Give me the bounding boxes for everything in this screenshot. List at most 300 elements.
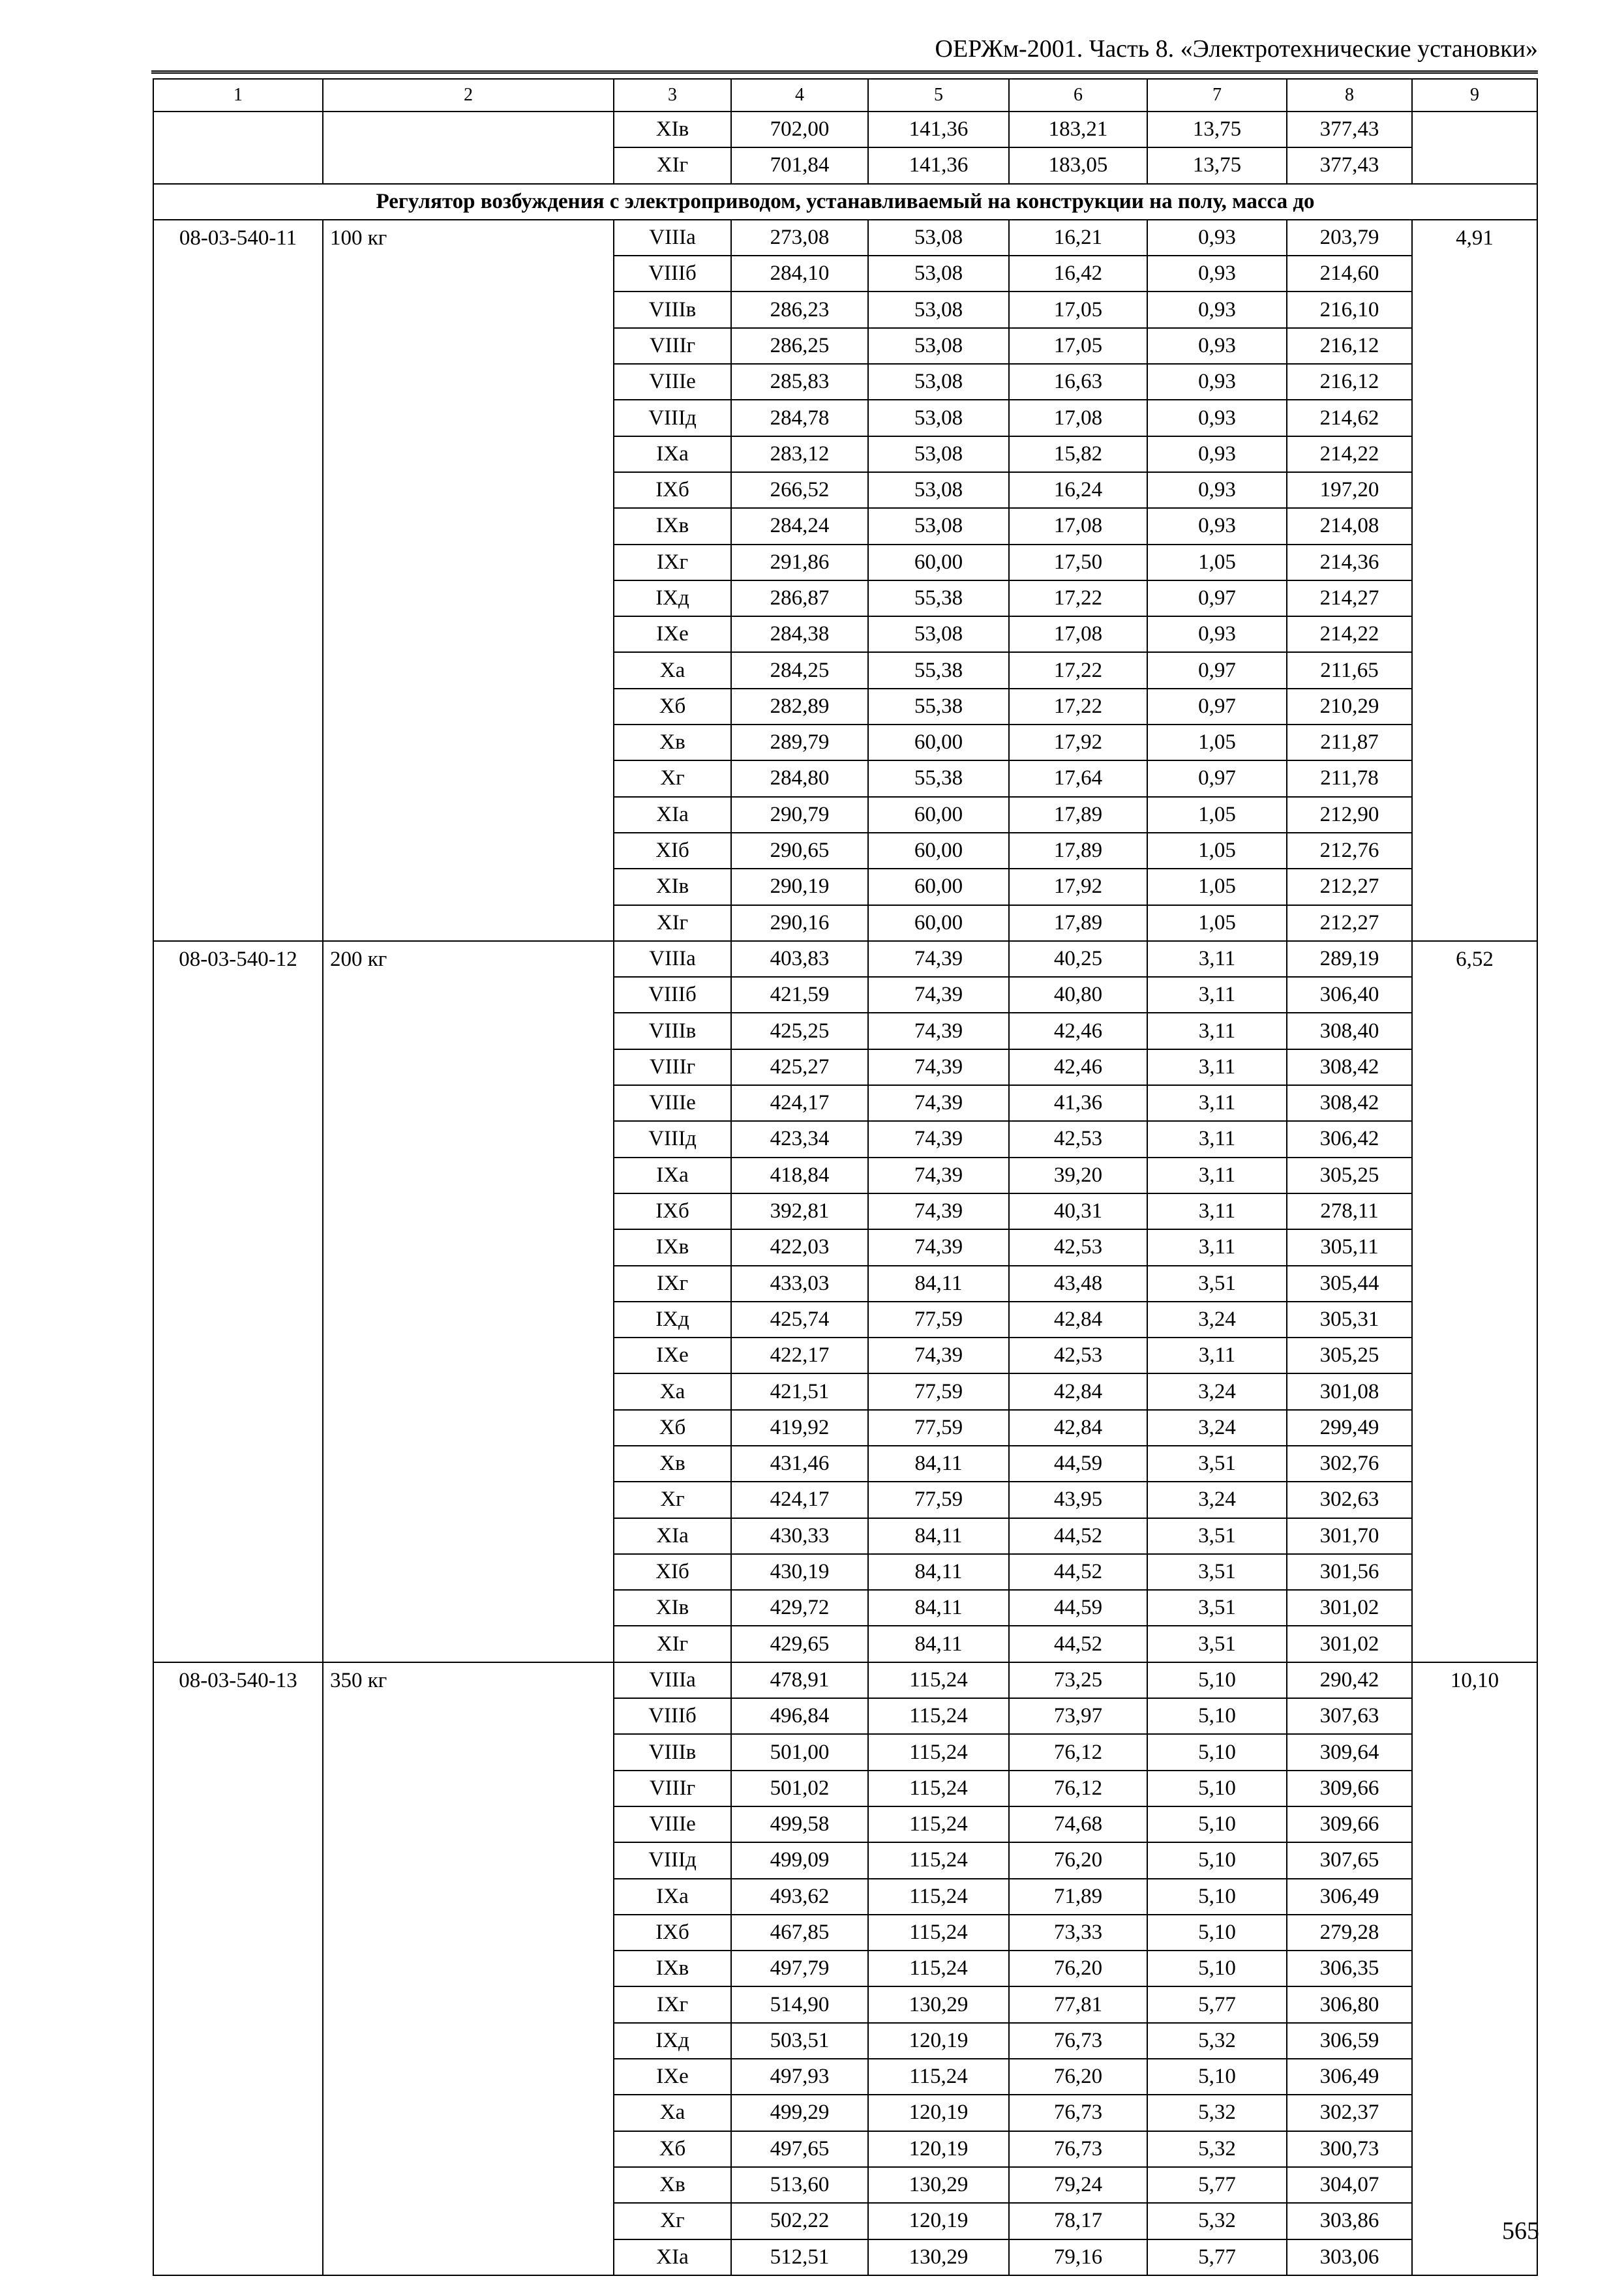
cell-value-col6: 43,95 bbox=[1009, 1482, 1147, 1518]
table-row bbox=[153, 112, 1537, 147]
cell-value-col6: 76,12 bbox=[1009, 1771, 1147, 1806]
cell-value-col6: 17,22 bbox=[1009, 580, 1147, 616]
cell-value-col5: 53,08 bbox=[868, 472, 1009, 508]
cell-value-col6: 41,36 bbox=[1009, 1085, 1147, 1121]
cell-value-col7: 5,77 bbox=[1147, 2167, 1287, 2203]
cell-value-col7: 0,93 bbox=[1147, 220, 1287, 256]
cell-value-col8: 301,08 bbox=[1287, 1373, 1412, 1409]
cell-value-col6: 40,80 bbox=[1009, 977, 1147, 1013]
cell-value-col5: 141,36 bbox=[868, 147, 1009, 183]
cell-value-col8: 214,22 bbox=[1287, 436, 1412, 472]
cell-value-col7: 0,97 bbox=[1147, 652, 1287, 688]
cell-value-col4: 403,83 bbox=[731, 941, 868, 977]
cell-index: 4,91 bbox=[1412, 220, 1537, 941]
cell-value-col6: 73,25 bbox=[1009, 1662, 1147, 1698]
cell-zone: Xг bbox=[614, 1482, 731, 1518]
cell-value-col4: 513,60 bbox=[731, 2167, 868, 2203]
cell-zone: IXе bbox=[614, 2059, 731, 2095]
cell-zone: Xг bbox=[614, 2203, 731, 2239]
cell-zone: IXа bbox=[614, 436, 731, 472]
running-header: ОЕРЖм-2001. Часть 8. «Электротехнические установки» bbox=[935, 35, 1538, 63]
cell-zone: IXе bbox=[614, 616, 731, 652]
cell-value-col8: 214,08 bbox=[1287, 508, 1412, 544]
cell-value-col8: 308,40 bbox=[1287, 1013, 1412, 1049]
cell-value-col4: 419,92 bbox=[731, 1410, 868, 1446]
cell-value-col7: 3,51 bbox=[1147, 1590, 1287, 1626]
cell-value-col4: 286,87 bbox=[731, 580, 868, 616]
cell-value-col6: 183,21 bbox=[1009, 112, 1147, 147]
cell-value-col7: 3,11 bbox=[1147, 1085, 1287, 1121]
cell-value-col6: 16,24 bbox=[1009, 472, 1147, 508]
cell-value-col8: 304,07 bbox=[1287, 2167, 1412, 2203]
cell-zone: VIIIг bbox=[614, 1049, 731, 1085]
cell-value-col6: 40,25 bbox=[1009, 941, 1147, 977]
column-number: 3 bbox=[614, 79, 731, 112]
cell-value-col5: 115,24 bbox=[868, 1951, 1009, 1986]
cell-value-col4: 291,86 bbox=[731, 545, 868, 580]
cell-value-col6: 76,20 bbox=[1009, 1951, 1147, 1986]
cell-value-col4: 478,91 bbox=[731, 1662, 868, 1698]
cell-zone: XIа bbox=[614, 1518, 731, 1554]
cell-value-col4: 284,38 bbox=[731, 616, 868, 652]
cell-value-col5: 55,38 bbox=[868, 580, 1009, 616]
cell-value-col4: 422,17 bbox=[731, 1338, 868, 1373]
cell-value-col5: 115,24 bbox=[868, 1662, 1009, 1698]
cell-value-col7: 5,32 bbox=[1147, 2203, 1287, 2239]
cell-value-col6: 71,89 bbox=[1009, 1879, 1147, 1915]
cell-value-col8: 212,27 bbox=[1287, 905, 1412, 941]
cell-value-col7: 5,10 bbox=[1147, 1662, 1287, 1698]
cell-value-col6: 79,24 bbox=[1009, 2167, 1147, 2203]
cell-value-col4: 290,65 bbox=[731, 833, 868, 869]
header-rule bbox=[151, 70, 1538, 74]
cell-value-col8: 216,12 bbox=[1287, 328, 1412, 364]
price-table bbox=[153, 78, 1538, 2276]
cell-zone: VIIIд bbox=[614, 1121, 731, 1157]
cell-value-col7: 3,51 bbox=[1147, 1554, 1287, 1590]
cell-value-col5: 84,11 bbox=[868, 1266, 1009, 1302]
cell-value-col5: 77,59 bbox=[868, 1373, 1009, 1409]
cell-value-col4: 423,34 bbox=[731, 1121, 868, 1157]
cell-value-col5: 120,19 bbox=[868, 2131, 1009, 2167]
cell-value-col4: 431,46 bbox=[731, 1446, 868, 1482]
cell-value-col4: 425,27 bbox=[731, 1049, 868, 1085]
cell-value-col8: 290,42 bbox=[1287, 1662, 1412, 1698]
cell-value-col8: 377,43 bbox=[1287, 112, 1412, 147]
cell-value-col7: 3,24 bbox=[1147, 1410, 1287, 1446]
cell-value-col6: 17,08 bbox=[1009, 616, 1147, 652]
cell-value-col6: 76,73 bbox=[1009, 2095, 1147, 2131]
cell-value-col7: 5,77 bbox=[1147, 2239, 1287, 2275]
cell-value-col8: 306,35 bbox=[1287, 1951, 1412, 1986]
cell-value-col8: 306,49 bbox=[1287, 2059, 1412, 2095]
cell-value-col8: 302,63 bbox=[1287, 1482, 1412, 1518]
cell-value-col5: 60,00 bbox=[868, 905, 1009, 941]
cell-value-col5: 53,08 bbox=[868, 616, 1009, 652]
column-number: 5 bbox=[868, 79, 1009, 112]
cell-zone: Xб bbox=[614, 689, 731, 725]
cell-value-col4: 284,10 bbox=[731, 256, 868, 292]
cell-zone: XIг bbox=[614, 905, 731, 941]
cell-value-col4: 496,84 bbox=[731, 1698, 868, 1734]
cell-value-col5: 84,11 bbox=[868, 1590, 1009, 1626]
cell-value-col7: 5,32 bbox=[1147, 2095, 1287, 2131]
cell-value-col7: 5,32 bbox=[1147, 2023, 1287, 2059]
cell-value-col7: 0,93 bbox=[1147, 472, 1287, 508]
cell-value-col8: 301,56 bbox=[1287, 1554, 1412, 1590]
cell-value-col7: 0,93 bbox=[1147, 616, 1287, 652]
cell-name: 200 кг bbox=[323, 941, 614, 1662]
cell-value-col5: 115,24 bbox=[868, 1842, 1009, 1878]
cell-value-col7: 0,97 bbox=[1147, 689, 1287, 725]
cell-value-col7: 1,05 bbox=[1147, 725, 1287, 760]
cell-value-col4: 273,08 bbox=[731, 220, 868, 256]
cell-value-col8: 377,43 bbox=[1287, 147, 1412, 183]
column-number: 2 bbox=[323, 79, 614, 112]
cell-index: 10,10 bbox=[1412, 1662, 1537, 2275]
cell-value-col8: 303,86 bbox=[1287, 2203, 1412, 2239]
column-number-row bbox=[153, 79, 1537, 112]
cell-value-col4: 467,85 bbox=[731, 1915, 868, 1951]
cell-zone: VIIIг bbox=[614, 1771, 731, 1806]
cell-value-col6: 42,84 bbox=[1009, 1410, 1147, 1446]
cell-value-col4: 392,81 bbox=[731, 1193, 868, 1229]
cell-value-col4: 501,02 bbox=[731, 1771, 868, 1806]
cell-value-col8: 212,90 bbox=[1287, 797, 1412, 833]
cell-value-col8: 216,12 bbox=[1287, 364, 1412, 400]
cell-value-col7: 3,24 bbox=[1147, 1302, 1287, 1338]
cell-value-col7: 0,93 bbox=[1147, 256, 1287, 292]
cell-value-col4: 290,79 bbox=[731, 797, 868, 833]
cell-value-col6: 42,46 bbox=[1009, 1013, 1147, 1049]
cell-zone: IXа bbox=[614, 1158, 731, 1193]
page-number: 565 bbox=[1502, 2217, 1539, 2245]
cell-zone: XIб bbox=[614, 833, 731, 869]
cell-value-col8: 305,25 bbox=[1287, 1158, 1412, 1193]
cell-zone: IXб bbox=[614, 472, 731, 508]
cell-value-col6: 17,08 bbox=[1009, 400, 1147, 436]
cell-value-col4: 429,65 bbox=[731, 1626, 868, 1662]
cell-value-col5: 77,59 bbox=[868, 1302, 1009, 1338]
cell-value-col5: 74,39 bbox=[868, 941, 1009, 977]
cell-value-col5: 74,39 bbox=[868, 1229, 1009, 1265]
cell-value-col7: 1,05 bbox=[1147, 797, 1287, 833]
cell-value-col7: 1,05 bbox=[1147, 545, 1287, 580]
cell-value-col8: 211,87 bbox=[1287, 725, 1412, 760]
cell-value-col5: 74,39 bbox=[868, 1121, 1009, 1157]
cell-value-col6: 17,89 bbox=[1009, 833, 1147, 869]
cell-value-col6: 17,50 bbox=[1009, 545, 1147, 580]
cell-value-col8: 306,49 bbox=[1287, 1879, 1412, 1915]
cell-value-col7: 0,93 bbox=[1147, 436, 1287, 472]
cell-zone: Xб bbox=[614, 1410, 731, 1446]
cell-zone: VIIIа bbox=[614, 1662, 731, 1698]
cell-value-col7: 5,10 bbox=[1147, 1879, 1287, 1915]
cell-value-col5: 74,39 bbox=[868, 977, 1009, 1013]
cell-value-col5: 74,39 bbox=[868, 1085, 1009, 1121]
cell-value-col7: 1,05 bbox=[1147, 833, 1287, 869]
cell-value-col8: 303,06 bbox=[1287, 2239, 1412, 2275]
cell-zone: XIа bbox=[614, 797, 731, 833]
cell-value-col4: 424,17 bbox=[731, 1482, 868, 1518]
cell-zone: VIIIб bbox=[614, 1698, 731, 1734]
cell-value-col7: 3,11 bbox=[1147, 1121, 1287, 1157]
cell-value-col8: 211,65 bbox=[1287, 652, 1412, 688]
cell-value-col4: 501,00 bbox=[731, 1734, 868, 1770]
cell-name bbox=[323, 112, 614, 184]
cell-value-col8: 214,60 bbox=[1287, 256, 1412, 292]
cell-value-col8: 279,28 bbox=[1287, 1915, 1412, 1951]
cell-value-col4: 421,59 bbox=[731, 977, 868, 1013]
cell-value-col8: 212,76 bbox=[1287, 833, 1412, 869]
cell-value-col7: 3,11 bbox=[1147, 977, 1287, 1013]
cell-value-col8: 211,78 bbox=[1287, 760, 1412, 796]
column-number: 7 bbox=[1147, 79, 1287, 112]
cell-value-col7: 5,10 bbox=[1147, 1698, 1287, 1734]
column-number: 6 bbox=[1009, 79, 1147, 112]
cell-zone: Xв bbox=[614, 725, 731, 760]
cell-zone: VIIIа bbox=[614, 941, 731, 977]
cell-value-col4: 418,84 bbox=[731, 1158, 868, 1193]
cell-value-col6: 17,08 bbox=[1009, 508, 1147, 544]
cell-value-col4: 430,19 bbox=[731, 1554, 868, 1590]
cell-value-col7: 5,32 bbox=[1147, 2131, 1287, 2167]
cell-value-col7: 3,11 bbox=[1147, 1013, 1287, 1049]
cell-value-col6: 39,20 bbox=[1009, 1158, 1147, 1193]
cell-zone: IXа bbox=[614, 1879, 731, 1915]
cell-value-col5: 53,08 bbox=[868, 364, 1009, 400]
cell-zone: Xа bbox=[614, 652, 731, 688]
cell-value-col8: 306,80 bbox=[1287, 1986, 1412, 2022]
cell-value-col6: 16,63 bbox=[1009, 364, 1147, 400]
cell-value-col6: 44,59 bbox=[1009, 1446, 1147, 1482]
cell-value-col7: 3,11 bbox=[1147, 1229, 1287, 1265]
cell-value-col8: 306,59 bbox=[1287, 2023, 1412, 2059]
cell-value-col4: 266,52 bbox=[731, 472, 868, 508]
cell-value-col4: 497,65 bbox=[731, 2131, 868, 2167]
cell-value-col7: 3,51 bbox=[1147, 1518, 1287, 1554]
cell-value-col5: 120,19 bbox=[868, 2203, 1009, 2239]
cell-value-col8: 307,65 bbox=[1287, 1842, 1412, 1878]
cell-value-col6: 76,73 bbox=[1009, 2023, 1147, 2059]
cell-value-col4: 497,93 bbox=[731, 2059, 868, 2095]
cell-value-col5: 55,38 bbox=[868, 689, 1009, 725]
cell-name: 350 кг bbox=[323, 1662, 614, 2275]
cell-zone: Xг bbox=[614, 760, 731, 796]
cell-value-col4: 425,25 bbox=[731, 1013, 868, 1049]
cell-value-col7: 3,11 bbox=[1147, 941, 1287, 977]
cell-value-col7: 5,10 bbox=[1147, 2059, 1287, 2095]
cell-value-col5: 74,39 bbox=[868, 1013, 1009, 1049]
cell-value-col8: 309,66 bbox=[1287, 1771, 1412, 1806]
cell-value-col6: 183,05 bbox=[1009, 147, 1147, 183]
cell-zone: VIIIб bbox=[614, 977, 731, 1013]
cell-value-col6: 17,89 bbox=[1009, 905, 1147, 941]
cell-value-col8: 214,36 bbox=[1287, 545, 1412, 580]
cell-zone: IXг bbox=[614, 545, 731, 580]
cell-value-col5: 115,24 bbox=[868, 2059, 1009, 2095]
cell-value-col8: 309,66 bbox=[1287, 1806, 1412, 1842]
cell-code: 08-03-540-11 bbox=[153, 220, 323, 941]
cell-value-col7: 0,97 bbox=[1147, 760, 1287, 796]
cell-value-col6: 17,92 bbox=[1009, 869, 1147, 905]
cell-value-col4: 493,62 bbox=[731, 1879, 868, 1915]
cell-code bbox=[153, 112, 323, 184]
cell-zone: VIIIе bbox=[614, 1085, 731, 1121]
cell-value-col7: 5,10 bbox=[1147, 1842, 1287, 1878]
cell-value-col4: 497,79 bbox=[731, 1951, 868, 1986]
cell-value-col6: 17,92 bbox=[1009, 725, 1147, 760]
cell-value-col5: 55,38 bbox=[868, 760, 1009, 796]
cell-zone: VIIIв bbox=[614, 292, 731, 327]
cell-zone: VIIIв bbox=[614, 1013, 731, 1049]
cell-zone: IXб bbox=[614, 1915, 731, 1951]
cell-value-col7: 5,10 bbox=[1147, 1915, 1287, 1951]
cell-zone: XIб bbox=[614, 1554, 731, 1590]
cell-zone: XIг bbox=[614, 1626, 731, 1662]
cell-value-col7: 3,11 bbox=[1147, 1338, 1287, 1373]
cell-value-col8: 306,42 bbox=[1287, 1121, 1412, 1157]
cell-value-col5: 53,08 bbox=[868, 508, 1009, 544]
cell-value-col4: 285,83 bbox=[731, 364, 868, 400]
cell-value-col4: 424,17 bbox=[731, 1085, 868, 1121]
cell-value-col7: 3,51 bbox=[1147, 1446, 1287, 1482]
cell-zone: IXд bbox=[614, 580, 731, 616]
cell-value-col7: 5,10 bbox=[1147, 1734, 1287, 1770]
cell-zone: IXд bbox=[614, 2023, 731, 2059]
table-row bbox=[153, 941, 1537, 977]
cell-value-col7: 5,10 bbox=[1147, 1951, 1287, 1986]
cell-value-col5: 84,11 bbox=[868, 1554, 1009, 1590]
cell-value-col5: 60,00 bbox=[868, 833, 1009, 869]
cell-zone: VIIIд bbox=[614, 400, 731, 436]
cell-value-col5: 130,29 bbox=[868, 2239, 1009, 2275]
cell-value-col5: 77,59 bbox=[868, 1410, 1009, 1446]
cell-value-col7: 3,51 bbox=[1147, 1266, 1287, 1302]
cell-value-col6: 76,20 bbox=[1009, 1842, 1147, 1878]
cell-value-col8: 305,11 bbox=[1287, 1229, 1412, 1265]
column-number: 1 bbox=[153, 79, 323, 112]
cell-value-col7: 3,24 bbox=[1147, 1482, 1287, 1518]
cell-value-col5: 55,38 bbox=[868, 652, 1009, 688]
cell-value-col4: 284,78 bbox=[731, 400, 868, 436]
cell-value-col6: 16,21 bbox=[1009, 220, 1147, 256]
cell-value-col5: 120,19 bbox=[868, 2095, 1009, 2131]
cell-zone: VIIIе bbox=[614, 1806, 731, 1842]
cell-value-col6: 44,52 bbox=[1009, 1626, 1147, 1662]
cell-value-col8: 305,31 bbox=[1287, 1302, 1412, 1338]
cell-zone: VIIIе bbox=[614, 364, 731, 400]
cell-zone: IXв bbox=[614, 1229, 731, 1265]
cell-value-col7: 0,97 bbox=[1147, 580, 1287, 616]
cell-zone: Xа bbox=[614, 2095, 731, 2131]
column-number: 8 bbox=[1287, 79, 1412, 112]
cell-value-col8: 197,20 bbox=[1287, 472, 1412, 508]
cell-value-col5: 74,39 bbox=[868, 1049, 1009, 1085]
cell-value-col6: 17,64 bbox=[1009, 760, 1147, 796]
cell-value-col7: 0,93 bbox=[1147, 364, 1287, 400]
cell-zone: VIIIг bbox=[614, 328, 731, 364]
cell-value-col8: 210,29 bbox=[1287, 689, 1412, 725]
cell-value-col6: 17,89 bbox=[1009, 797, 1147, 833]
cell-value-col4: 286,25 bbox=[731, 328, 868, 364]
cell-value-col8: 214,22 bbox=[1287, 616, 1412, 652]
cell-zone: XIв bbox=[614, 112, 731, 147]
cell-zone: VIIIв bbox=[614, 1734, 731, 1770]
cell-value-col7: 13,75 bbox=[1147, 112, 1287, 147]
cell-value-col4: 283,12 bbox=[731, 436, 868, 472]
cell-value-col8: 306,40 bbox=[1287, 977, 1412, 1013]
cell-value-col8: 301,02 bbox=[1287, 1626, 1412, 1662]
cell-name: 100 кг bbox=[323, 220, 614, 941]
cell-value-col5: 74,39 bbox=[868, 1338, 1009, 1373]
cell-value-col6: 17,22 bbox=[1009, 689, 1147, 725]
cell-value-col5: 84,11 bbox=[868, 1626, 1009, 1662]
cell-value-col4: 499,29 bbox=[731, 2095, 868, 2131]
cell-value-col8: 214,27 bbox=[1287, 580, 1412, 616]
cell-value-col5: 74,39 bbox=[868, 1158, 1009, 1193]
cell-value-col4: 429,72 bbox=[731, 1590, 868, 1626]
cell-zone: IXб bbox=[614, 1193, 731, 1229]
cell-value-col6: 76,20 bbox=[1009, 2059, 1147, 2095]
table-row bbox=[153, 220, 1537, 256]
cell-value-col4: 503,51 bbox=[731, 2023, 868, 2059]
cell-zone: Xа bbox=[614, 1373, 731, 1409]
cell-value-col6: 42,84 bbox=[1009, 1302, 1147, 1338]
cell-value-col4: 421,51 bbox=[731, 1373, 868, 1409]
cell-value-col7: 13,75 bbox=[1147, 147, 1287, 183]
cell-value-col4: 701,84 bbox=[731, 147, 868, 183]
cell-value-col6: 42,53 bbox=[1009, 1229, 1147, 1265]
cell-value-col6: 17,05 bbox=[1009, 328, 1147, 364]
cell-value-col6: 78,17 bbox=[1009, 2203, 1147, 2239]
cell-value-col6: 42,53 bbox=[1009, 1338, 1147, 1373]
cell-value-col4: 502,22 bbox=[731, 2203, 868, 2239]
cell-zone: XIв bbox=[614, 1590, 731, 1626]
cell-zone: VIIIд bbox=[614, 1842, 731, 1878]
cell-value-col5: 60,00 bbox=[868, 545, 1009, 580]
cell-value-col8: 302,37 bbox=[1287, 2095, 1412, 2131]
cell-value-col6: 76,73 bbox=[1009, 2131, 1147, 2167]
cell-value-col8: 299,49 bbox=[1287, 1410, 1412, 1446]
cell-value-col6: 44,52 bbox=[1009, 1518, 1147, 1554]
cell-value-col5: 115,24 bbox=[868, 1806, 1009, 1842]
cell-zone: IXг bbox=[614, 1266, 731, 1302]
cell-value-col7: 3,11 bbox=[1147, 1158, 1287, 1193]
cell-value-col5: 74,39 bbox=[868, 1193, 1009, 1229]
cell-value-col7: 0,93 bbox=[1147, 400, 1287, 436]
cell-value-col7: 1,05 bbox=[1147, 905, 1287, 941]
cell-value-col4: 290,19 bbox=[731, 869, 868, 905]
cell-value-col5: 84,11 bbox=[868, 1518, 1009, 1554]
cell-value-col5: 141,36 bbox=[868, 112, 1009, 147]
section-title-row bbox=[153, 184, 1537, 220]
cell-value-col7: 3,11 bbox=[1147, 1049, 1287, 1085]
cell-value-col8: 305,25 bbox=[1287, 1338, 1412, 1373]
cell-zone: Xв bbox=[614, 1446, 731, 1482]
cell-value-col4: 290,16 bbox=[731, 905, 868, 941]
cell-value-col8: 300,73 bbox=[1287, 2131, 1412, 2167]
cell-value-col5: 53,08 bbox=[868, 328, 1009, 364]
cell-value-col4: 499,09 bbox=[731, 1842, 868, 1878]
cell-value-col8: 309,64 bbox=[1287, 1734, 1412, 1770]
cell-value-col5: 115,24 bbox=[868, 1771, 1009, 1806]
cell-value-col6: 40,31 bbox=[1009, 1193, 1147, 1229]
section-title: Регулятор возбуждения с электроприводом, устанавливаемый на конструкции на полу, масса до bbox=[153, 184, 1537, 220]
cell-value-col5: 53,08 bbox=[868, 220, 1009, 256]
cell-value-col4: 286,23 bbox=[731, 292, 868, 327]
cell-value-col5: 53,08 bbox=[868, 400, 1009, 436]
